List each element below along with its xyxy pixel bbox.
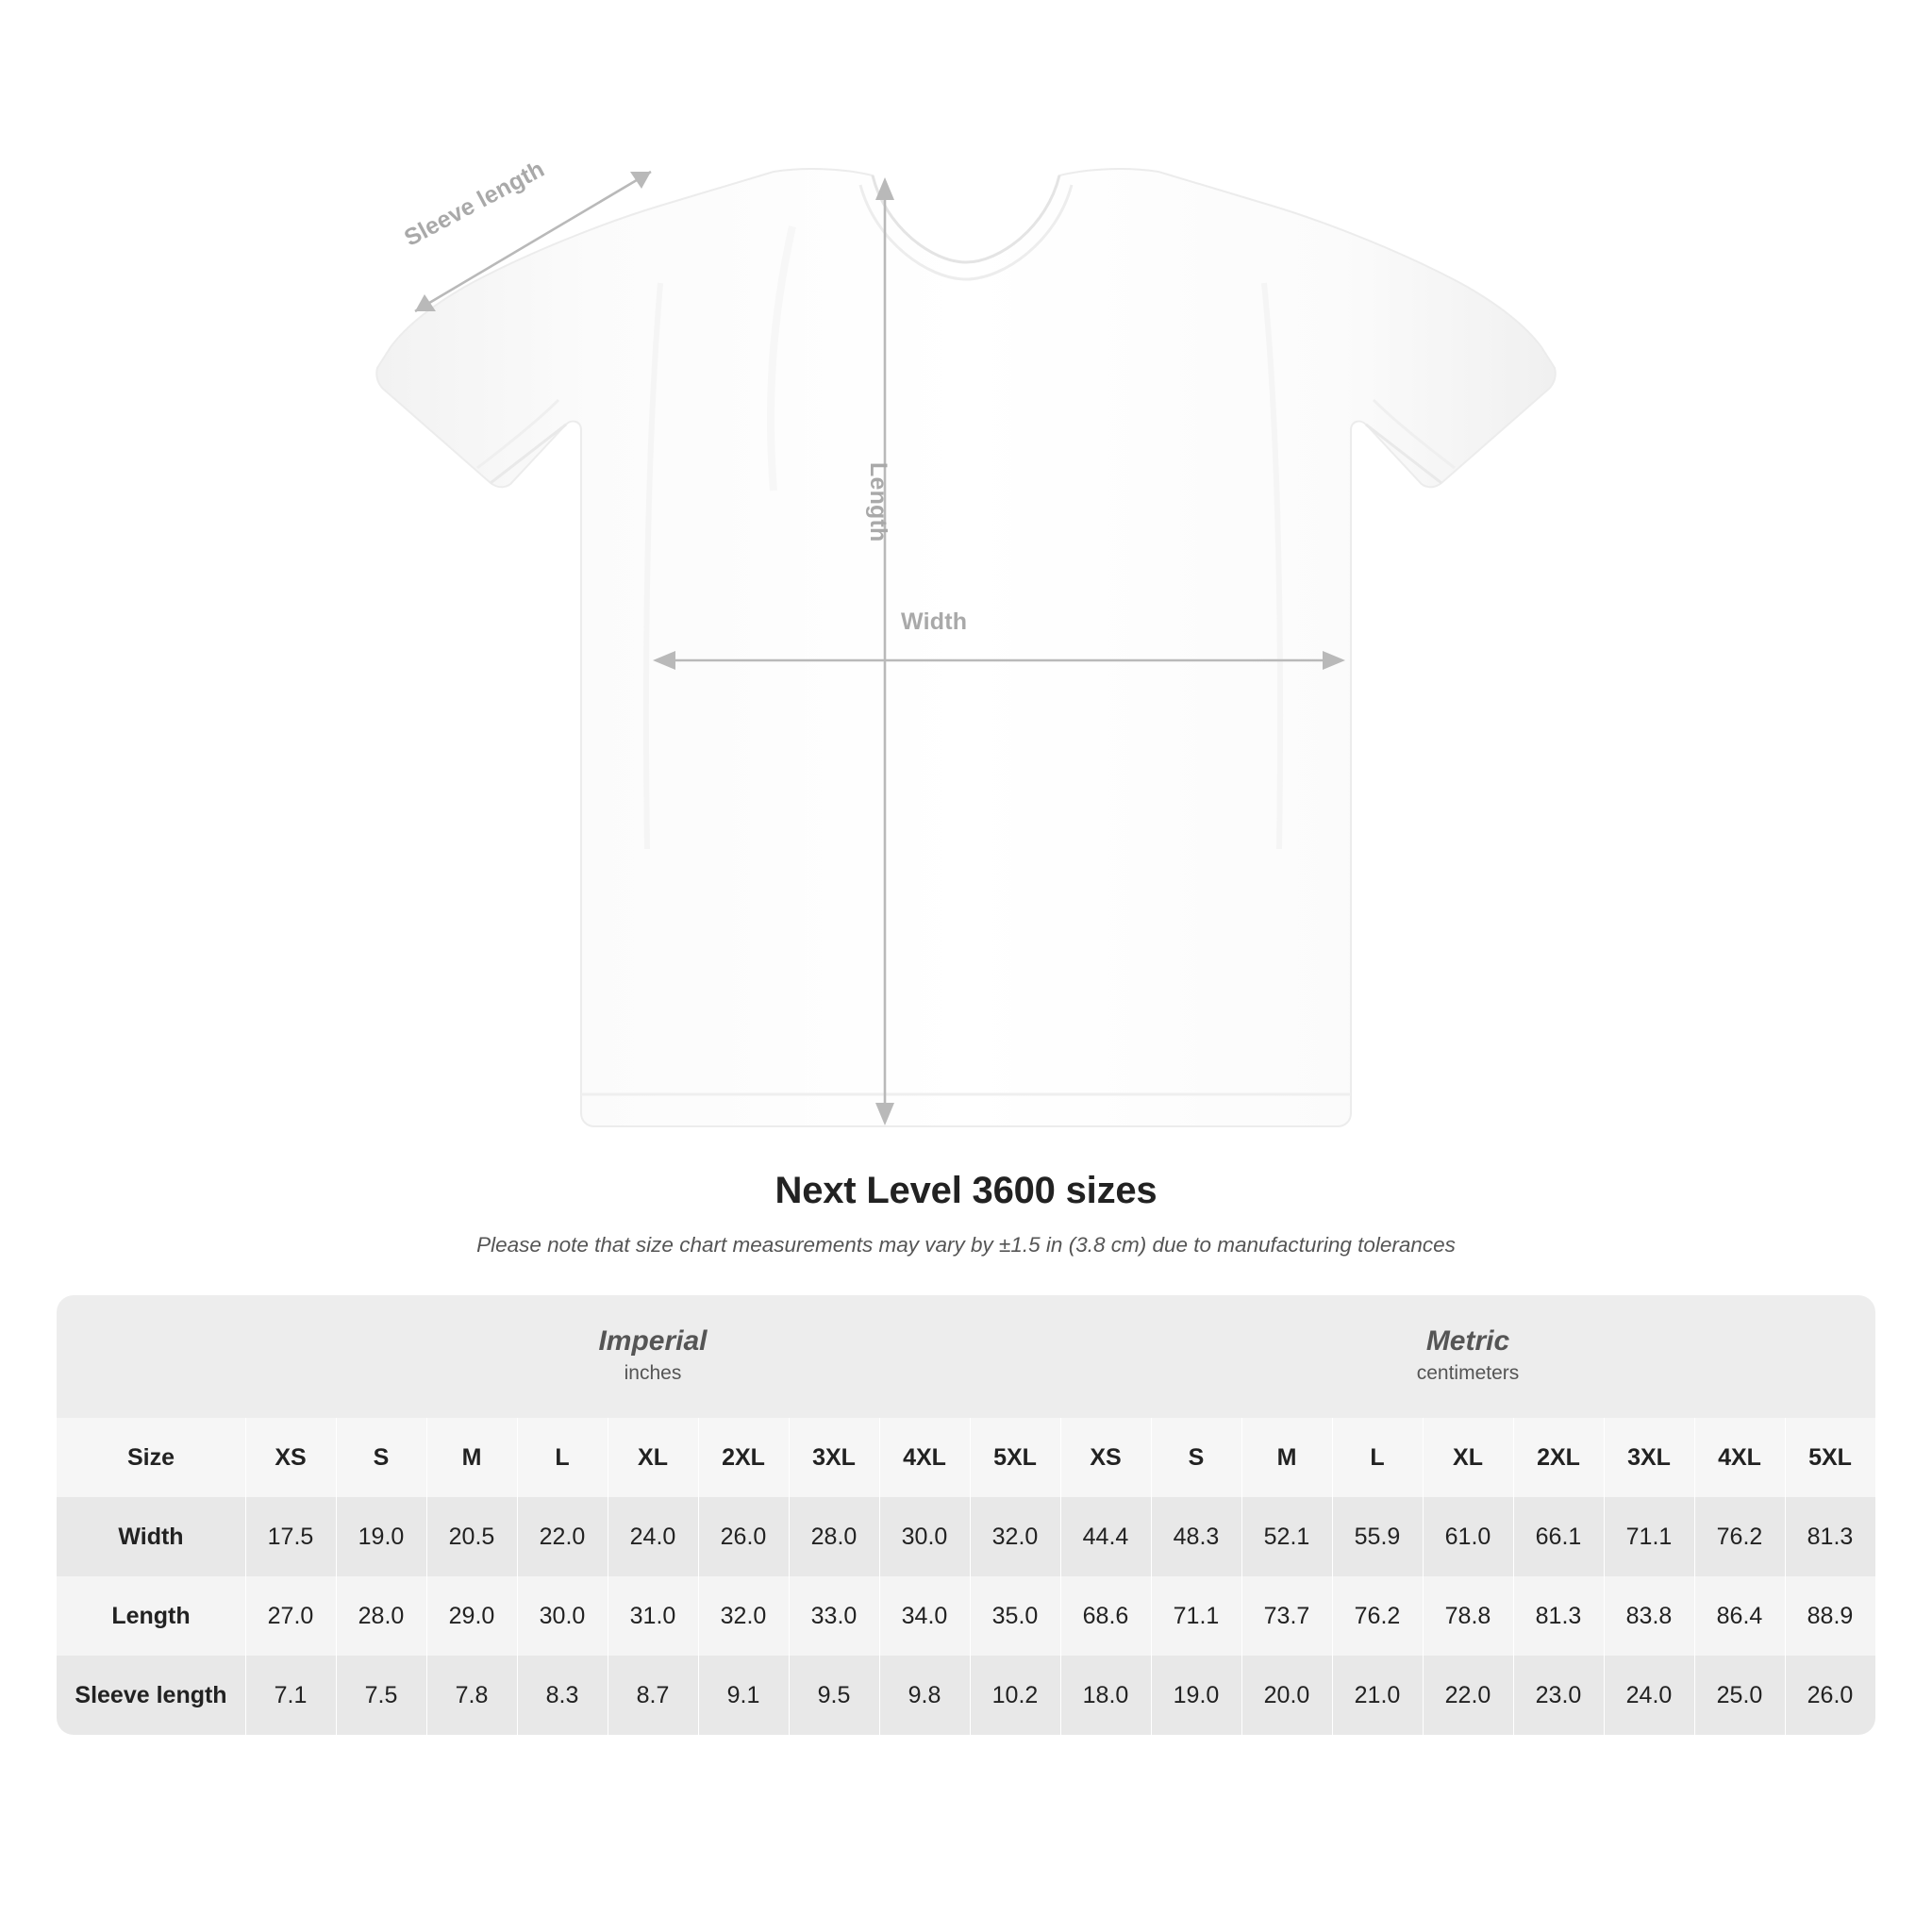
row-label-width: Width [118, 1523, 184, 1550]
unit-name-imperial: Imperial [598, 1325, 708, 1357]
size-header-metric-l: L [1332, 1418, 1423, 1497]
page-title: Next Level 3600 sizes [774, 1170, 1158, 1211]
title-block [0, 1170, 1932, 1257]
size-table-wrapper [57, 1295, 1875, 1735]
cell-length-metric-3xl: 83.8 [1604, 1576, 1694, 1656]
table-unit-header-row [57, 1295, 1875, 1418]
cell-length-metric-m: 73.7 [1241, 1576, 1332, 1656]
size-header-metric-xl: XL [1423, 1418, 1513, 1497]
size-header-metric-s: S [1151, 1418, 1241, 1497]
cell-sleeve-length-metric-4xl: 25.0 [1694, 1656, 1785, 1735]
cell-length-imperial-m: 29.0 [426, 1576, 517, 1656]
cell-length-metric-5xl: 88.9 [1785, 1576, 1875, 1656]
size-header-imperial-xl: XL [608, 1418, 698, 1497]
size-row-label: Size [57, 1418, 245, 1497]
cell-width-imperial-xs: 17.5 [245, 1497, 336, 1576]
size-header-metric-xs: XS [1060, 1418, 1151, 1497]
unit-header-imperial [245, 1295, 1060, 1418]
cell-sleeve-length-metric-2xl: 23.0 [1513, 1656, 1604, 1735]
cell-sleeve-length-imperial-xl: 8.7 [608, 1656, 698, 1735]
table-size-row [57, 1418, 1875, 1497]
size-header-imperial-4xl: 4XL [879, 1418, 970, 1497]
row-label-sleeve-length: Sleeve length [75, 1681, 227, 1708]
tolerance-note: Please note that size chart measurements may vary by ±1.5 in (3.8 cm) due to manufacturing tolerances [476, 1233, 1456, 1257]
cell-length-imperial-s: 28.0 [336, 1576, 426, 1656]
size-header-imperial-xs: XS [245, 1418, 336, 1497]
cell-length-metric-2xl: 81.3 [1513, 1576, 1604, 1656]
unit-header-metric [1060, 1295, 1875, 1418]
cell-width-metric-m: 52.1 [1241, 1497, 1332, 1576]
cell-sleeve-length-metric-s: 19.0 [1151, 1656, 1241, 1735]
cell-width-imperial-2xl: 26.0 [698, 1497, 789, 1576]
cell-width-metric-xs: 44.4 [1060, 1497, 1151, 1576]
table-row [57, 1497, 1875, 1576]
cell-width-metric-2xl: 66.1 [1513, 1497, 1604, 1576]
cell-sleeve-length-imperial-4xl: 9.8 [879, 1656, 970, 1735]
annotation-width: Width [901, 608, 968, 635]
size-header-metric-4xl: 4XL [1694, 1418, 1785, 1497]
cell-length-metric-xs: 68.6 [1060, 1576, 1151, 1656]
cell-sleeve-length-metric-xs: 18.0 [1060, 1656, 1151, 1735]
size-header-imperial-l: L [517, 1418, 608, 1497]
size-header-imperial-s: S [336, 1418, 426, 1497]
cell-length-metric-s: 71.1 [1151, 1576, 1241, 1656]
annotation-sleeve-length: Sleeve length [400, 156, 549, 252]
cell-sleeve-length-metric-3xl: 24.0 [1604, 1656, 1694, 1735]
unit-sub-imperial: inches [624, 1362, 682, 1385]
size-header-metric-m: M [1241, 1418, 1332, 1497]
cell-sleeve-length-metric-xl: 22.0 [1423, 1656, 1513, 1735]
cell-width-imperial-m: 20.5 [426, 1497, 517, 1576]
cell-sleeve-length-imperial-2xl: 9.1 [698, 1656, 789, 1735]
annotation-length: Length [865, 462, 891, 542]
cell-length-metric-xl: 78.8 [1423, 1576, 1513, 1656]
size-header-imperial-5xl: 5XL [970, 1418, 1060, 1497]
unit-name-metric: Metric [1425, 1325, 1510, 1357]
unit-header-corner [57, 1295, 245, 1418]
row-label-length: Length [111, 1602, 191, 1629]
cell-width-metric-5xl: 81.3 [1785, 1497, 1875, 1576]
cell-length-metric-4xl: 86.4 [1694, 1576, 1785, 1656]
cell-length-imperial-l: 30.0 [517, 1576, 608, 1656]
unit-sub-metric: centimeters [1416, 1362, 1520, 1385]
size-header-metric-2xl: 2XL [1513, 1418, 1604, 1497]
cell-length-imperial-5xl: 35.0 [970, 1576, 1060, 1656]
cell-width-imperial-xl: 24.0 [608, 1497, 698, 1576]
size-header-imperial-m: M [426, 1418, 517, 1497]
cell-width-imperial-l: 22.0 [517, 1497, 608, 1576]
size-header-imperial-2xl: 2XL [698, 1418, 789, 1497]
table-row [57, 1576, 1875, 1656]
table-row [57, 1656, 1875, 1735]
cell-sleeve-length-metric-m: 20.0 [1241, 1656, 1332, 1735]
cell-width-imperial-4xl: 30.0 [879, 1497, 970, 1576]
cell-length-imperial-2xl: 32.0 [698, 1576, 789, 1656]
cell-sleeve-length-imperial-xs: 7.1 [245, 1656, 336, 1735]
tshirt-shape [376, 169, 1556, 1126]
cell-length-imperial-3xl: 33.0 [789, 1576, 879, 1656]
size-header-metric-5xl: 5XL [1785, 1418, 1875, 1497]
cell-sleeve-length-imperial-3xl: 9.5 [789, 1656, 879, 1735]
cell-width-imperial-5xl: 32.0 [970, 1497, 1060, 1576]
cell-width-metric-s: 48.3 [1151, 1497, 1241, 1576]
cell-sleeve-length-metric-l: 21.0 [1332, 1656, 1423, 1735]
cell-width-metric-4xl: 76.2 [1694, 1497, 1785, 1576]
cell-length-metric-l: 76.2 [1332, 1576, 1423, 1656]
size-header-metric-3xl: 3XL [1604, 1418, 1694, 1497]
cell-length-imperial-xs: 27.0 [245, 1576, 336, 1656]
cell-sleeve-length-imperial-m: 7.8 [426, 1656, 517, 1735]
cell-sleeve-length-metric-5xl: 26.0 [1785, 1656, 1875, 1735]
cell-width-metric-xl: 61.0 [1423, 1497, 1513, 1576]
cell-sleeve-length-imperial-s: 7.5 [336, 1656, 426, 1735]
cell-width-imperial-3xl: 28.0 [789, 1497, 879, 1576]
cell-sleeve-length-imperial-l: 8.3 [517, 1656, 608, 1735]
cell-length-imperial-xl: 31.0 [608, 1576, 698, 1656]
cell-width-imperial-s: 19.0 [336, 1497, 426, 1576]
cell-length-imperial-4xl: 34.0 [879, 1576, 970, 1656]
size-header-imperial-3xl: 3XL [789, 1418, 879, 1497]
cell-width-metric-3xl: 71.1 [1604, 1497, 1694, 1576]
cell-width-metric-l: 55.9 [1332, 1497, 1423, 1576]
cell-sleeve-length-imperial-5xl: 10.2 [970, 1656, 1060, 1735]
size-table [57, 1295, 1875, 1735]
